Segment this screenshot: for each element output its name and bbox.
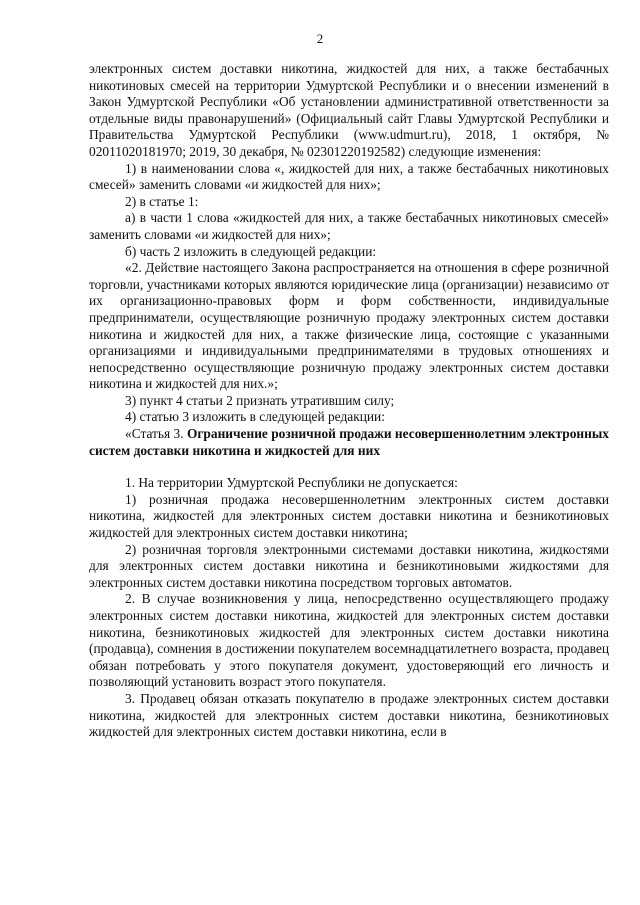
- paragraph-continuation: электронных систем доставки никотина, жидкостей для них, а также бестабачных никотиновых смесей на территории Удмуртской Республики и о внесении изменений в Закон Удмуртской Республики «Об установлении административной ответственности за отдельные виды правонарушений» (Официальный сайт Главы Удмуртской Республики и Правительства Удмуртской Республики (www.udmurt.ru), 2018, 1 октября, № 02011020181970; 2019, 30 декабря, № 02301220192582) следующие изменения:: [89, 61, 609, 159]
- blank-line: [89, 459, 609, 475]
- article-part-1: 1. На территории Удмуртской Республики не допускается:: [125, 475, 458, 491]
- page-number: 2: [316, 31, 324, 46]
- article-part-1-item-1: 1) розничная продажа несовершеннолетним электронных систем доставки никотина, жидкостей для электронных систем доставки никотина и безникотиновых жидкостей для электронных систем доставки никотина;: [89, 491, 609, 541]
- document-body: [89, 61, 609, 741]
- article-title: [89, 426, 609, 459]
- paragraph-item-2a: а) в части 1 слова «жидкостей для них, а также бестабачных никотиновых смесей» заменить словами «и жидкостей для них»;: [89, 210, 609, 242]
- paragraph-item-2b: б) часть 2 изложить в следующей редакции:: [125, 243, 377, 259]
- paragraph-item-1: 1) в наименовании слова «, жидкостей для них, а также бестабачных никотиновых смесей» заменить словами «и жидкостей для них»;: [89, 160, 609, 193]
- paragraph-item-3: 3) пункт 4 статьи 2 признать утратившим силу;: [125, 392, 395, 408]
- article-title-prefix: «Статья 3.: [125, 426, 184, 442]
- article-title-bold: Ограничение розничной продажи несовершеннолетним электронных систем доставки никотина и жидкостей для них: [89, 426, 609, 458]
- paragraph-item-2: 2) в статье 1:: [125, 193, 199, 209]
- paragraph-quoted-part-2: «2. Действие настоящего Закона распространяется на отношения в сфере розничной торговли, участниками которых являются юридические лица (организации) независимо от их организационно-правовых форм и форм собственности, индивидуальные предприниматели, осуществляющие розничную продажу электронных систем доставки никотина и жидкостей для них, а также физические лица, состоящие с указанными организациями и индивидуальными предпринимателями в трудовых отношениях и непосредственно осуществляющие розничную продажу электронных систем доставки никотина и жидкостей для них.»;: [89, 260, 609, 392]
- article-part-2: 2. В случае возникновения у лица, непосредственно осуществляющего продажу электронных систем доставки никотина, жидкостей для электронных систем доставки никотина, безникотиновых жидкостей для электронных систем доставки никотина (продавца), сомнения в достижении покупателем восемнадцатилетнего возраста, продавец обязан потребовать у этого покупателя документ, удостоверяющий его личность и позволяющий установить возраст этого покупателя.: [89, 591, 609, 690]
- article-part-3: 3. Продавец обязан отказать покупателю в продаже электронных систем доставки никотина, жидкостей для электронных систем доставки никотина, безникотиновых жидкостей для электронных систем доставки никотина, если в: [89, 690, 609, 740]
- paragraph-item-4: 4) статью 3 изложить в следующей редакции:: [125, 409, 385, 425]
- article-part-1-item-2: 2) розничная торговля электронными системами доставки никотина, жидкостями для электронных систем доставки никотина и безникотиновыми жидкостями для электронных систем доставки никотина посредством торговых автоматов.: [89, 541, 609, 590]
